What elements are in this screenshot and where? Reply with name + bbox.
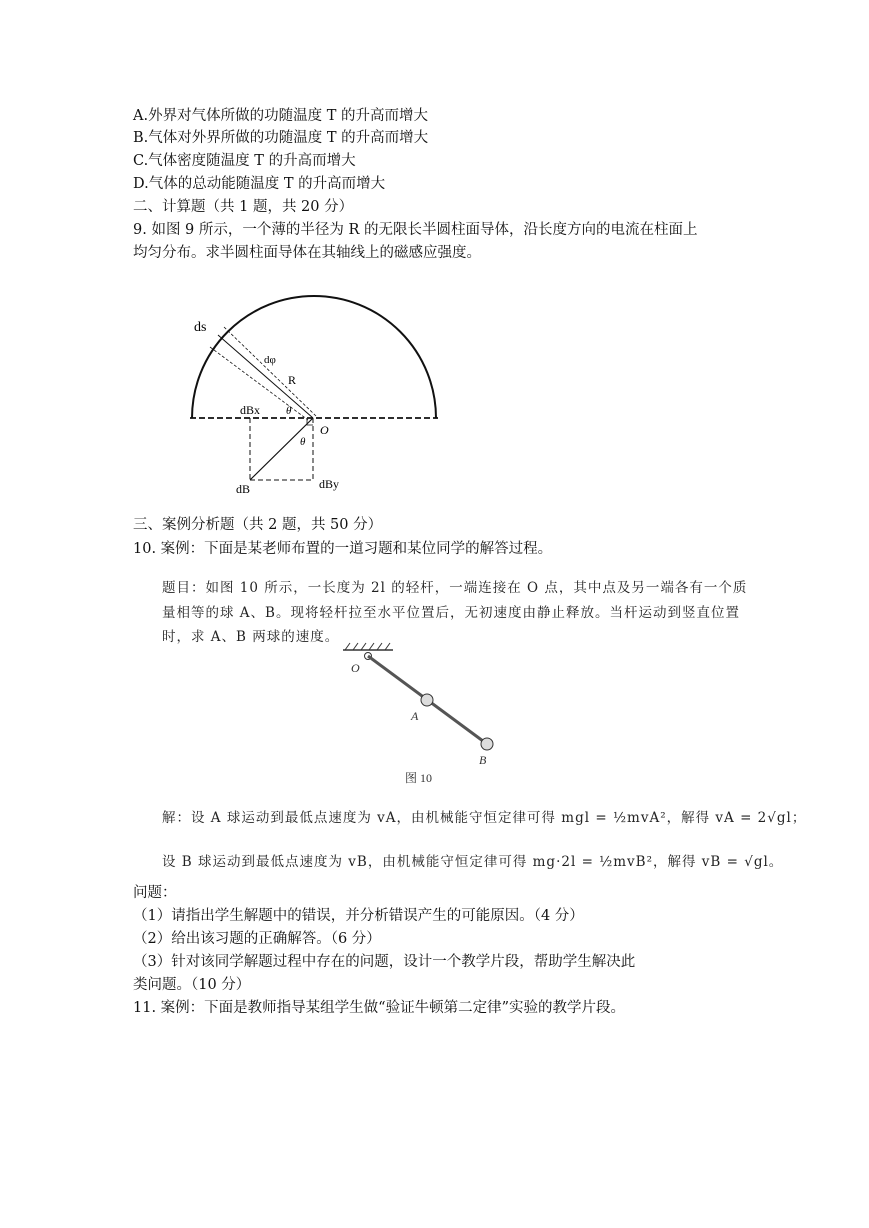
problem-line1: 题目：如图 10 所示，一长度为 2l 的轻杆，一端连接在 O 点，其中点及另一端各有一个质	[162, 580, 748, 596]
label-ds: ds	[194, 320, 207, 335]
fig10-caption: 图 10	[405, 771, 433, 785]
question9-line1: 9. 如图 9 所示，一个薄的半径为 R 的无限长半圆柱面导体，沿长度方向的电流在柱面上	[133, 222, 698, 238]
section2-title: 二、计算题（共 1 题，共 20 分）	[133, 199, 354, 215]
label-dphi: dφ	[264, 354, 276, 366]
figure-9-diagram	[180, 285, 450, 500]
label-dBy: dBy	[319, 477, 340, 491]
option-b: B.气体对外界所做的功随温度 T 的升高而增大	[133, 130, 429, 146]
question-1: （1）请指出学生解题中的错误，并分析错误产生的可能原因。（4 分）	[133, 908, 584, 924]
question-11-intro: 11. 案例：下面是教师指导某组学生做“验证牛顿第二定律”实验的教学片段。	[133, 1000, 625, 1016]
question-3-line2: 类问题。（10 分）	[133, 977, 251, 993]
fig10-label-B: B	[479, 753, 487, 767]
label-theta-top: θ	[286, 405, 292, 417]
label-dBx: dBx	[240, 403, 261, 417]
problem-line2: 量相等的球 A、B。现将轻杆拉至水平位置后，无初速度由静止释放。当杆运动到竖直位置	[162, 605, 740, 621]
solution-line2: 设 B 球运动到最低点速度为 vB，由机械能守恒定律可得 mg·2l = ½mvB²，解得 vB = √gl。	[162, 854, 784, 870]
solution-line1: 解：设 A 球运动到最低点速度为 vA，由机械能守恒定律可得 mgl = ½mvA²，解得 vA = 2√gl；	[162, 810, 807, 826]
question-2: （2）给出该习题的正确解答。（6 分）	[133, 931, 381, 947]
questions-label: 问题：	[133, 885, 177, 901]
label-O: O	[320, 423, 329, 437]
problem-line3: 时，求 A、B 两球的速度。	[162, 629, 340, 645]
option-c: C.气体密度随温度 T 的升高而增大	[133, 153, 356, 169]
label-R: R	[288, 373, 297, 387]
figure-10-diagram	[335, 640, 525, 790]
label-dB: dB	[236, 482, 251, 496]
label-theta-bottom: θ	[300, 436, 306, 448]
fig10-label-O: O	[351, 661, 360, 675]
fig10-label-A: A	[411, 709, 419, 723]
option-d: D.气体的总动能随温度 T 的升高而增大	[133, 176, 386, 192]
section3-title: 三、案例分析题（共 2 题，共 50 分）	[133, 517, 383, 533]
question-3-line1: （3）针对该同学解题过程中存在的问题，设计一个教学片段，帮助学生解决此	[133, 954, 636, 970]
question9-line2: 均匀分布。求半圆柱面导体在其轴线上的磁感应强度。	[133, 245, 481, 261]
question10-intro: 10. 案例：下面是某老师布置的一道习题和某位同学的解答过程。	[133, 541, 553, 557]
option-a: A.外界对气体所做的功随温度 T 的升高而增大	[133, 108, 428, 124]
